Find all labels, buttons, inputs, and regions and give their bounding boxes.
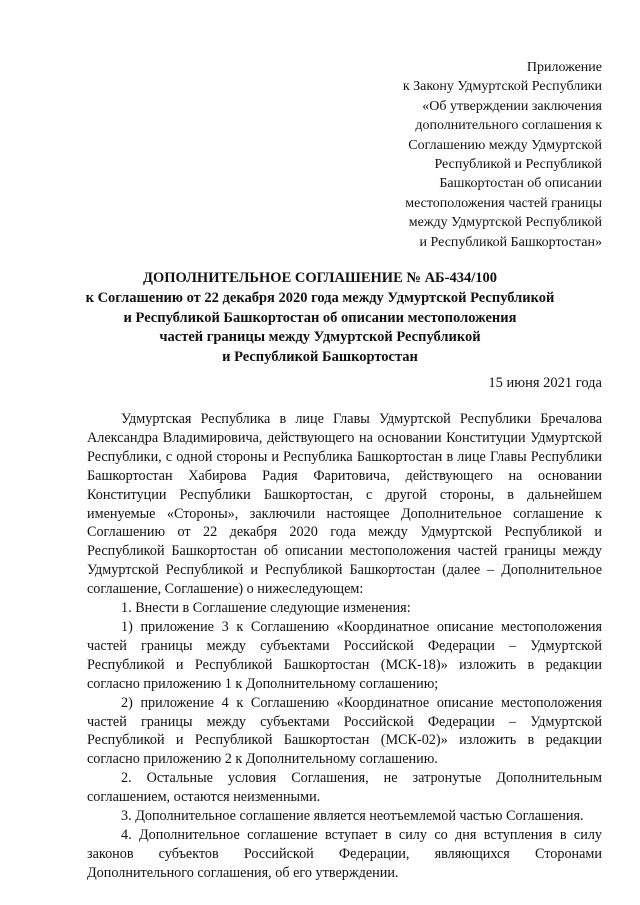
clause-3: 3. Дополнительное соглашение является неотъемлемой частью Соглашения. — [121, 808, 584, 825]
document-body — [87, 410, 602, 883]
title-line: ДОПОЛНИТЕЛЬНОЕ СОГЛАШЕНИЕ № АБ-434/100 — [143, 270, 497, 286]
title-line: и Республикой Башкортостан — [222, 349, 418, 366]
appendix-line: Соглашению между Удмуртской — [408, 137, 602, 153]
preamble-paragraph: Удмуртская Республика в лице Главы Удмуртской Республики Бречалова Александра Владимировича, действующего на основании Конституции Удмуртской Республики, с одной стороны и Республика Башкортостан в лице Главы Республики Башкортостан Хабирова Радия Фаритовича, действующего на основании Конституции Республики Башкортостан, с другой стороны, в дальнейшем именуемые «Стороны», заключили настоящее Дополнительное соглашение к Соглашению от 22 декабря 2020 года между Удмуртской Республикой и Республикой Башкортостан об описании местоположения частей границы между Удмуртской Республикой и Республикой Башкортостан (далее – Дополнительное соглашение, Соглашение) о нижеследующем: — [87, 411, 602, 598]
appendix-line: Приложение — [526, 60, 602, 75]
clause-1: 1. Внести в Соглашение следующие изменения: — [121, 600, 411, 617]
document-title — [60, 269, 580, 368]
clause-4: 4. Дополнительное соглашение вступает в силу со дня вступления в силу законов субъектов Российской Федерации, являющихся Сторонами Дополнительного соглашения, об его утверждении. — [87, 826, 602, 881]
appendix-note — [360, 58, 602, 252]
document-date: 15 июня 2021 года — [488, 375, 602, 391]
clause-1-2: 2) приложение 4 к Соглашению «Координатное описание местоположения частей границы между субъектами Российской Федерации – Удмуртской Республикой и Республикой Башкортостан (МСК-02)» изложить в редакции согласно приложению 2 к Дополнительному соглашению. — [87, 694, 602, 768]
appendix-line: к Закону Удмуртской Республики — [402, 79, 602, 95]
appendix-line: дополнительного соглашения к — [415, 118, 602, 134]
title-line: к Соглашению от 22 декабря 2020 года между Удмуртской Республикой — [85, 289, 555, 306]
title-line: частей границы между Удмуртской Республикой — [159, 329, 481, 346]
appendix-line: «Об утверждении заключения — [422, 98, 602, 114]
appendix-line: и Республикой Башкортостан» — [419, 234, 602, 250]
clause-1-1: 1) приложение 3 к Соглашению «Координатное описание местоположения частей границы между субъектами Российской Федерации – Удмуртской Республикой и Республикой Башкортостан (МСК-18)» изложить в редакции согласно приложению 1 к Дополнительному соглашению; — [87, 618, 602, 692]
appendix-line: Башкортостан об описании — [439, 176, 602, 192]
title-line: и Республикой Башкортостан об описании местоположения — [123, 309, 517, 326]
clause-2: 2. Остальные условия Соглашения, не затронутые Дополнительным соглашением, остаются неизменными. — [87, 770, 602, 806]
appendix-line: Республикой и Республикой — [434, 157, 602, 173]
appendix-line: между Удмуртской Республикой — [408, 215, 602, 231]
appendix-line: местоположения частей границы — [405, 195, 602, 211]
